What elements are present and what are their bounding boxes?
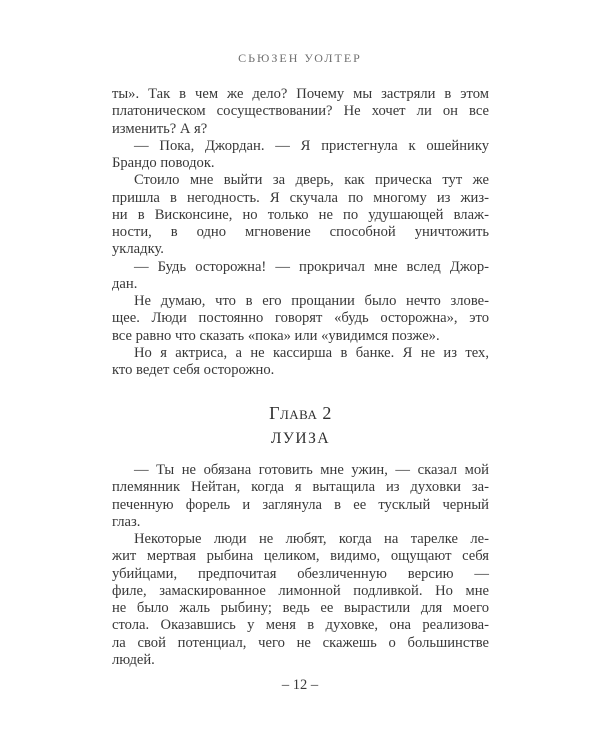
text-line: кто ведет себя осторожно.: [112, 362, 275, 378]
text-line: ности, в одно мгновение способной уничтожить: [112, 224, 489, 240]
text-line: людей.: [112, 651, 155, 668]
text-line: — Пока, Джордан. — Я пристегнула к ошейнику: [134, 137, 489, 154]
text-line: не было жаль рыбину; ведь ее вырастили для моего: [112, 600, 489, 616]
text-line: ла свой потенциал, чего не скажешь о большинстве: [112, 634, 489, 651]
text-line: дан.: [112, 275, 138, 292]
text-line: — Будь осторожна! — прокричал мне вслед Джор-: [134, 258, 489, 275]
text-line: племянник Нейтан, когда я вытащила из духовки за-: [112, 479, 489, 496]
text-line: укладку.: [112, 241, 164, 258]
text-line: платоническом сосуществовании? Не хочет ли он все: [112, 103, 489, 120]
text-line: — Ты не обязана готовить мне ужин, — сказал мой: [134, 462, 489, 478]
text-line: Стоило мне выйти за дверь, как прическа тут же: [134, 172, 489, 189]
text-line: Но я актриса, а не кассирша в банке. Я не из тех,: [134, 344, 489, 361]
text-line: изменить? А я?: [112, 120, 208, 137]
chapter-title: ЛУИЗА: [270, 430, 331, 447]
body-text-top: [112, 86, 489, 379]
text-line: печенную форель и заглянула в ее тусклый черный: [112, 496, 489, 513]
text-line: ты». Так в чем же дело? Почему мы застряли в этом: [112, 86, 489, 102]
text-line: пришла в негодность. Я скучала по многому из жиз-: [112, 189, 489, 206]
text-line: Брандо поводок.: [112, 155, 215, 171]
body-text-bottom: [112, 462, 489, 669]
text-line: ни в Висконсине, но только не по удушающей влаж-: [112, 206, 489, 223]
text-line: Не думаю, что в его прощании было нечто злове-: [134, 293, 489, 309]
text-line: жит мертвая рыбина целиком, видимо, ощущают себя: [112, 548, 489, 565]
text-line: все равно что сказать «пока» или «увидимся позже».: [112, 327, 440, 344]
text-line: стола. Оказавшись у меня в духовке, она реализова-: [112, 617, 489, 634]
chapter-number-label: Глава 2: [269, 403, 332, 423]
text-line: филе, замаскированное лимонной подливкой. Но мне: [112, 582, 489, 599]
text-line: убийцами, предпочитая обезличенную версию —: [112, 565, 489, 582]
running-header-author: СЬЮЗЕН УОЛТЕР: [238, 51, 362, 65]
text-line: глаз.: [112, 513, 141, 530]
text-line: щее. Люди постоянно говорят «будь осторожна», это: [112, 310, 489, 327]
text-line: Некоторые люди не любят, когда на тарелке ле-: [134, 531, 489, 547]
page-number: – 12 –: [281, 677, 319, 693]
chapter-heading: [112, 401, 489, 452]
